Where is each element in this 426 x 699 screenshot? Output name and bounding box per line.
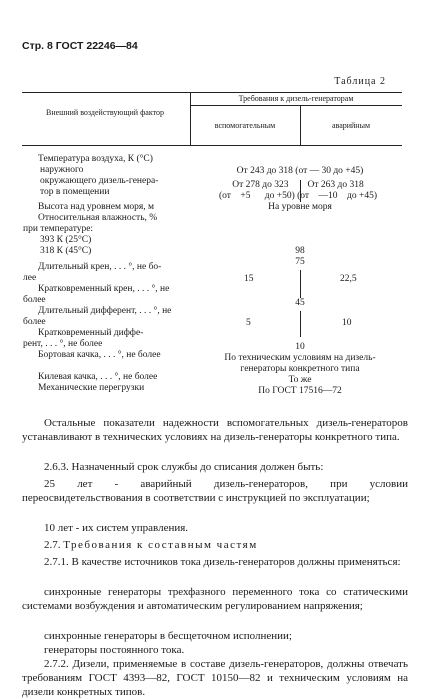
paragraph: генераторы постоянного тока. [44,644,185,656]
column-header-auxiliary: вспомогательным [214,121,276,130]
value-long-trim-aux: 5 [246,318,251,328]
value-temperature-outside: От 243 до 318 (от — 30 до +45) [236,166,364,176]
value-temperature-room-range: (от +5 до +50) (от —10 до +45) [218,191,378,201]
factor-altitude-humidity: Высота над уровнем моря, м Относительная влажность, % при температуре: 393 К (25°С) 318 К (45°С) [23,202,158,256]
paragraph: 25 лет - аварийный дизель-генераторов, при условии переосвидетельствования в соответствии с инструкцией по эксплуатации; [22,478,408,504]
value-long-roll-aux: 15 [244,274,254,284]
column-divider [300,311,301,337]
value-humidity-45: 75 [295,257,305,267]
value-short-trim: 10 [295,342,305,352]
value-short-roll: 45 [295,298,305,308]
requirements-table-header [22,92,402,146]
paragraph: 10 лет - их систем управления. [44,522,189,534]
factor-long-trim: Длительный дифферент, . . . °, не более [23,306,172,327]
paragraph: 2.7.1. В качестве источников тока дизель-генераторов должны применяться: [44,556,401,568]
paragraph: синхронные генераторы трехфазного переменного тока со статическими системами возбуждения и автоматическим регулированием напряжения; [22,586,408,612]
value-altitude: На уровне моря [268,202,332,212]
paragraph: 2.7.2. Дизели, применяемые в составе дизель-генераторов, должны отвечать требованиям ГОСТ 4393—82, ГОСТ 10150—82 и техническим условиям на дизели конкретных типов. [22,658,408,698]
paragraph: Остальные показатели надежности вспомогательных дизель-генераторов устанавливают в технических условиях на дизель-генераторы конкретного типа. [22,417,408,443]
factor-side-roll: Бортовая качка, . . . °, не более [38,350,161,360]
value-long-trim-emerg: 10 [342,318,352,328]
factor-short-trim: Кратковременный диффе- рент, . . . °, не более [23,328,144,349]
paragraph: синхронные генераторы в бесщеточном исполнении; [44,630,292,642]
value-long-roll-emerg: 22,5 [340,274,357,284]
factor-pitch-overload: Килевая качка, . . . °, не более Механические перегрузки [38,372,158,393]
column-header-emergency: аварийным [331,121,371,130]
value-side-roll-1: По техническим условиям на дизель- [224,353,376,363]
value-pitch: То же [288,375,312,385]
paragraph: 2.6.3. Назначенный срок службы до списания должен быть: [44,461,324,473]
value-overload: По ГОСТ 17516—72 [258,386,342,396]
value-temperature-room: От 278 до 323 От 263 до 318 [232,180,364,190]
table-caption: Таблица 2 [334,76,386,87]
factor-short-roll: Кратковременный крен, . . . °, не более [23,284,170,305]
column-divider [300,270,301,298]
column-header-factor: Внешний воздействующий фактор [46,108,164,117]
section-heading: 2.7. Требования к составным частям [44,539,258,551]
column-header-requirements: Требования к дизель-генераторам [238,94,354,103]
factor-temperature: Температура воздуха, К (°С) наружного окружающего дизель-генера- тор в помещении [38,154,159,197]
page-header: Стр. 8 ГОСТ 22246—84 [22,40,138,52]
value-side-roll-2: генераторы конкретного типа [240,364,360,374]
factor-long-roll: Длительный крен, . . . °, не бо- лее [23,262,162,283]
column-divider [300,180,301,202]
value-humidity-25: 98 [295,246,305,256]
